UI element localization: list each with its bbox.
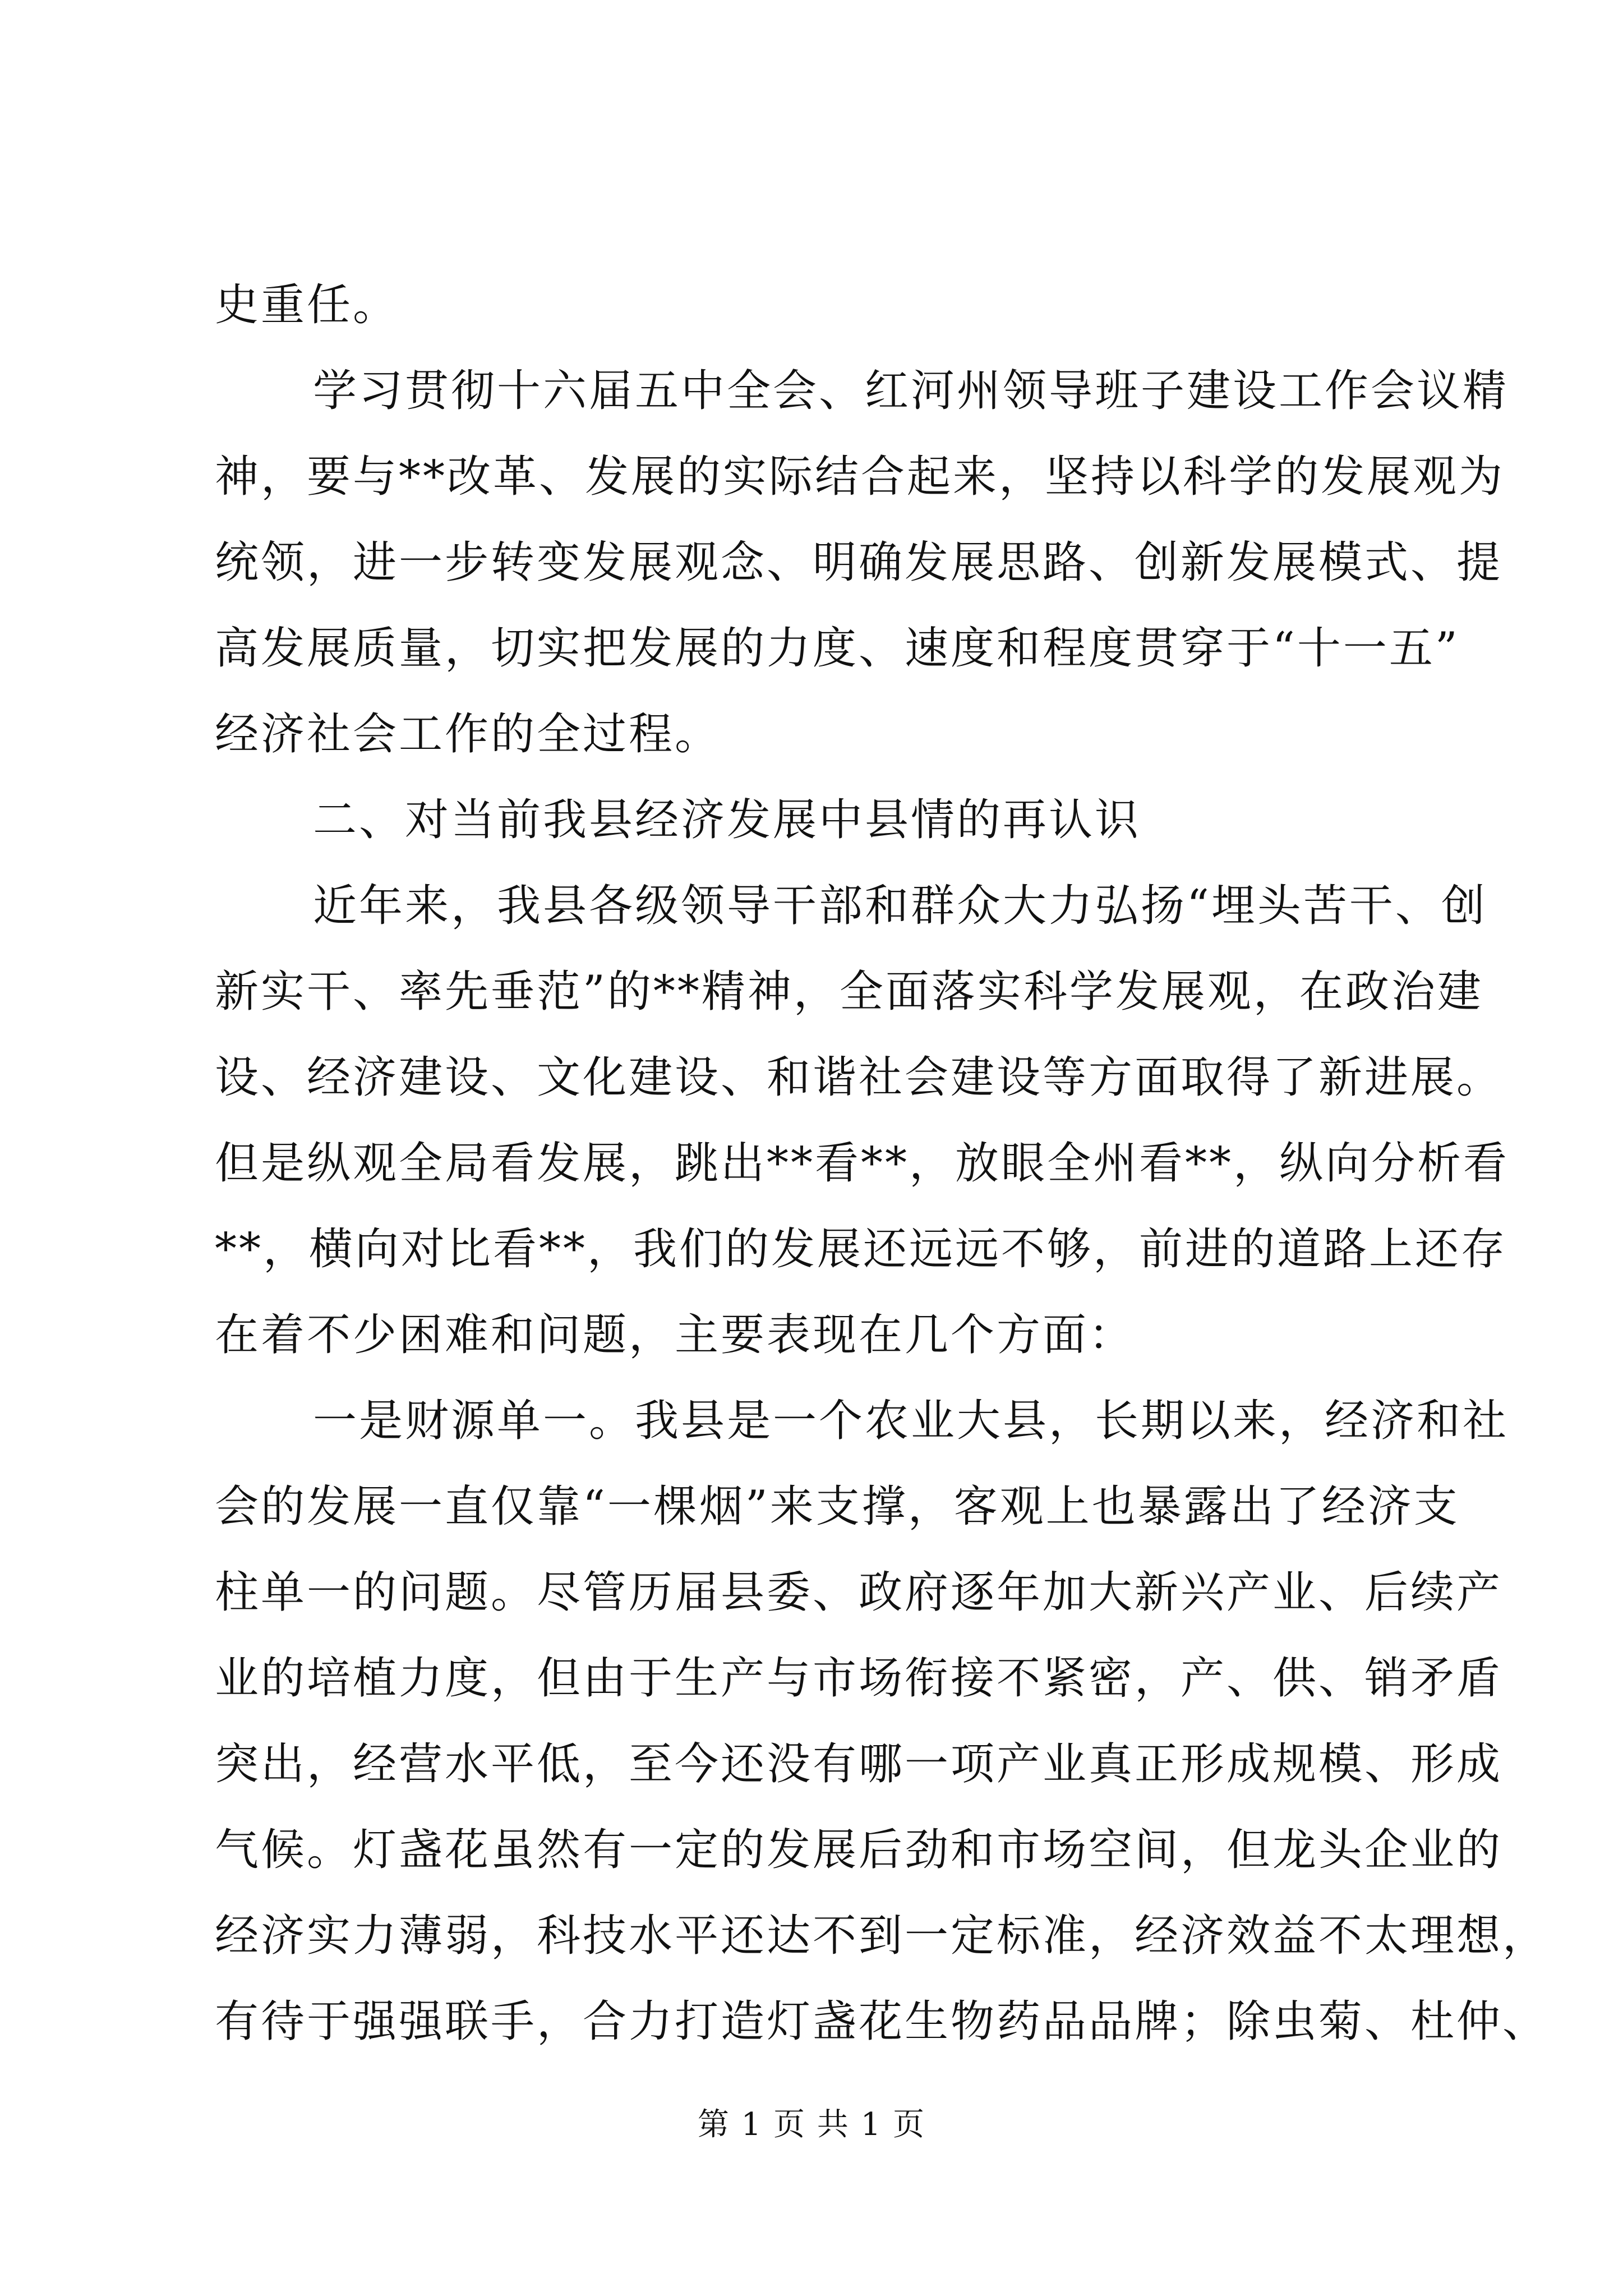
text-line: 气候。灯盏花虽然有一定的发展后劲和市场空间，但龙头企业的 [215, 1825, 1503, 1875]
text-line: 经济实力薄弱，科技水平还达不到一定标准，经济效益不太理想， [215, 1911, 1549, 1961]
text-line: 新实干、率先垂范”的**精神，全面落实科学发展观，在政治建 [215, 967, 1483, 1017]
text-line: 会的发展一直仅靠“一棵烟”来支撑，客观上也暴露出了经济支 [215, 1481, 1460, 1532]
text-line: 史重任。 [215, 280, 399, 330]
page-number-footer: 第 1 页 共 1 页 [697, 2106, 926, 2143]
text-line: **，横向对比看**，我们的发展还远远不够，前进的道路上还存 [215, 1224, 1507, 1274]
paragraph-start-line: 一是财源单一。我县是一个农业大县，长期以来，经济和社 [313, 1396, 1509, 1446]
text-line: 突出，经营水平低，至今还没有哪一项产业真正形成规模、形成 [215, 1739, 1503, 1789]
text-line: 有待于强强联手，合力打造灯盏花生物药品品牌；除虫菊、杜仲、 [215, 1996, 1549, 2047]
text-line: 在着不少困难和问题，主要表现在几个方面： [215, 1310, 1135, 1360]
text-line: 设、经济建设、文化建设、和谐社会建设等方面取得了新进展。 [215, 1052, 1503, 1103]
paragraph-start-line: 学习贯彻十六届五中全会、红河州领导班子建设工作会议精 [313, 366, 1509, 416]
text-line: 经济社会工作的全过程。 [215, 709, 721, 760]
text-line: 但是纵观全局看发展，跳出**看**，放眼全州看**，纵向分析看 [215, 1138, 1510, 1189]
paragraph-start-line: 近年来，我县各级领导干部和群众大力弘扬“埋头苦干、创 [313, 881, 1487, 931]
text-line: 高发展质量，切实把发展的力度、速度和程度贯穿于“十一五” [215, 623, 1460, 674]
text-line: 柱单一的问题。尽管历届县委、政府逐年加大新兴产业、后续产 [215, 1567, 1503, 1618]
text-line: 业的培植力度，但由于生产与市场衔接不紧密，产、供、销矛盾 [215, 1653, 1503, 1704]
section-heading: 二、对当前我县经济发展中县情的再认识 [313, 795, 1141, 845]
text-line: 统领，进一步转变发展观念、明确发展思路、创新发展模式、提 [215, 537, 1503, 588]
document-body [215, 263, 1549, 2065]
text-line: 神，要与**改革、发展的实际结合起来，坚持以科学的发展观为 [215, 452, 1505, 502]
